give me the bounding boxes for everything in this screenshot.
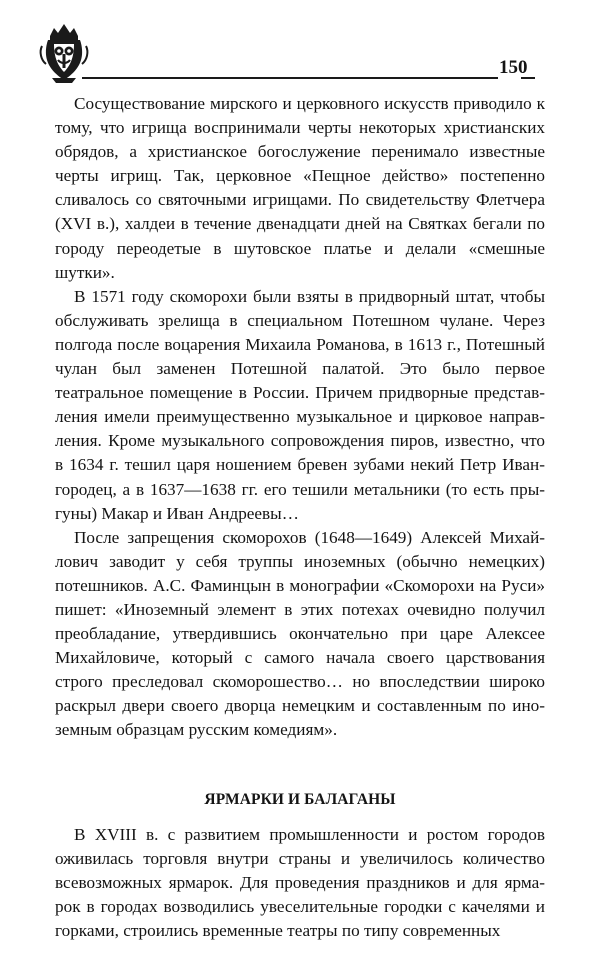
paragraph: В 1571 году скоморохи были взяты в придворный штат, чтобы обслуживать зрелища в специальном Потешном чулане. Через полгода после воцарения Михаила Романова, в 1613 г., Потешный чулан был заменен Потешной палатой. Это было первое театральное помещение в России. Причем придворные представления имели преимущественно музыкальное и цирковое направления. Кроме музыкального сопровождения пиров, известно, что в 1634 г. тешил царя ношением бревен зубами некий Петр Ивангородец, а в 1637—1638 гг. его тешили метальники (то есть прыгуны) Макар и Иван Андреевы… xyxy=(55,286,545,523)
page-body xyxy=(55,92,545,943)
header-rule xyxy=(82,77,498,79)
section-heading: ЯРМАРКИ И БАЛАГАНЫ xyxy=(204,790,396,808)
paragraph: Сосуществование мирского и церковного искусств приводило к тому, что игрища воспринимали черты некоторых христианских обрядов, а христианское богослужение перенимало известные черты игрищ. Так, церковное «Пещное действо» постепенно сливалось со святочными игрищами. По свидетельству Флетчера (XVI в.), халдеи в течение двенадцати дней на Святках бегали по городу переодетые в шутовское платье и делали «смешные шутки». xyxy=(55,94,545,282)
paragraph: После запрещения скоморохов (1648—1649) Алексей Михайлович заводит у себя труппы иноземных (обычно немецких) потешников. А.С. Фаминцын в монографии «Скоморохи на Руси» пишет: «Иноземный элемент в этих потехах очевидно получил преобладание, утвердившись окончательно при царе Алексее Михайловиче, который с самого начала своего царствования строго преследовал скоморошество… но впоследствии широко раскрыл двери своего дворца немецким и составленным по иноземным образцам русским комедиям». xyxy=(55,527,545,740)
page-number-underline xyxy=(521,77,535,79)
decorative-emblem-icon xyxy=(38,20,90,84)
paragraph: В XVIII в. с развитием промышленности и ростом городов оживилась торговля внутри страны и увеличилось количество всевозможных ярмарок. Для проведения праздников и для ярмарок в городах возводились увеселительные городки с качелями и горками, строились временные театры по типу современных xyxy=(55,824,545,940)
page-number: 150 xyxy=(499,57,528,78)
